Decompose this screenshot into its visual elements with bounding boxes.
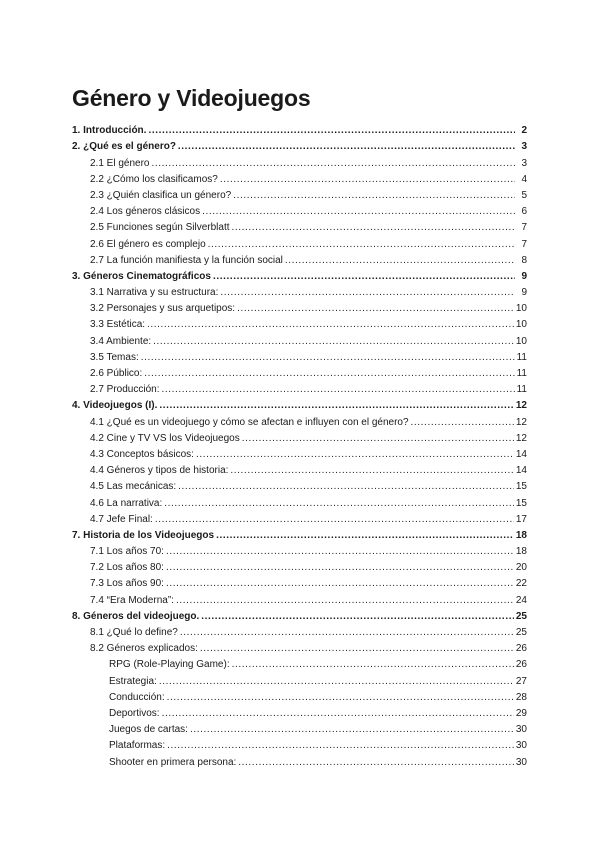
toc-entry-page-number: 7 <box>521 238 527 250</box>
dot-leader <box>411 416 514 429</box>
toc-entry-label: 3.1 Narrativa y su estructura: <box>90 287 219 299</box>
toc-entry[interactable] <box>72 542 527 558</box>
toc-entry-label: 3.3 Estética: <box>90 319 146 331</box>
dot-leader <box>153 335 514 348</box>
toc-entry[interactable] <box>72 251 527 267</box>
dot-leader <box>202 205 515 218</box>
toc-entry[interactable] <box>72 639 527 655</box>
toc-entry-label: Estrategia: <box>109 675 157 687</box>
toc-entry-page-number: 12 <box>515 400 527 412</box>
dot-leader <box>162 383 515 396</box>
toc-entry[interactable] <box>72 623 527 639</box>
toc-entry-label: Deportivos: <box>109 707 160 719</box>
toc-entry[interactable] <box>72 137 527 153</box>
dot-leader <box>167 739 514 752</box>
dot-leader <box>180 626 514 639</box>
toc-entry-page-number: 24 <box>515 594 527 606</box>
toc-entry-label: 1. Introducción. <box>72 125 147 137</box>
dot-leader <box>144 367 514 380</box>
toc-entry-label: 7.1 Los años 70: <box>90 546 164 558</box>
toc-entry-page-number: 15 <box>515 497 527 509</box>
dot-leader <box>166 545 514 558</box>
toc-entry-page-number: 2 <box>521 125 527 137</box>
dot-leader <box>166 561 514 574</box>
toc-entry-page-number: 27 <box>515 675 527 687</box>
dot-leader <box>167 691 514 704</box>
toc-entry[interactable] <box>72 315 527 331</box>
dot-leader <box>201 610 514 623</box>
dot-leader <box>152 157 516 170</box>
toc-entry[interactable] <box>72 704 527 720</box>
dot-leader <box>213 270 515 283</box>
toc-entry-label: 2. ¿Qué es el género? <box>72 141 176 153</box>
toc-entry-label: 2.6 Público: <box>90 368 143 379</box>
toc-entry-page-number: 12 <box>515 432 527 444</box>
toc-entry[interactable] <box>72 688 527 704</box>
toc-entry-page-number: 28 <box>515 691 527 703</box>
dot-leader <box>200 642 514 655</box>
toc-entry[interactable] <box>72 202 527 218</box>
toc-entry-page-number: 30 <box>515 724 527 736</box>
dot-leader <box>148 124 515 137</box>
toc-entry-label: 4.5 Las mecánicas: <box>90 481 177 493</box>
dot-leader <box>176 594 514 607</box>
dot-leader <box>178 480 514 493</box>
toc-entry-page-number: 22 <box>515 578 527 590</box>
toc-entry-page-number: 9 <box>521 270 527 282</box>
toc-entry-page-number: 25 <box>515 627 527 638</box>
toc-entry-label: 4. Videojuegos (I). <box>72 400 158 412</box>
toc-entry-label: 2.2 ¿Cómo los clasificamos? <box>90 173 218 185</box>
toc-entry[interactable] <box>72 186 527 202</box>
dot-leader <box>147 318 514 331</box>
toc-entry-page-number: 17 <box>515 513 527 525</box>
toc-entry-label: 3.4 Ambiente: <box>90 335 152 347</box>
toc-entry-page-number: 9 <box>521 287 527 299</box>
toc-entry-page-number: 30 <box>515 756 527 768</box>
toc-entry[interactable] <box>72 445 527 461</box>
toc-entry-page-number: 8 <box>521 254 527 266</box>
toc-entry[interactable] <box>72 364 527 380</box>
dot-leader <box>166 577 514 590</box>
toc-entry-label: 7.3 Los años 90: <box>90 578 164 590</box>
toc-entry-page-number: 6 <box>521 206 527 218</box>
dot-leader <box>190 723 514 736</box>
toc-entry-label: 4.3 Conceptos básicos: <box>90 448 194 460</box>
toc-entry-label: 4.4 Géneros y tipos de historia: <box>90 465 229 477</box>
toc-entry-page-number: 10 <box>515 335 527 347</box>
toc-entry[interactable] <box>72 607 527 623</box>
toc-entry-label: Conducción: <box>109 691 165 703</box>
toc-entry[interactable] <box>72 234 527 250</box>
dot-leader <box>238 756 514 769</box>
toc-entry-page-number: 14 <box>515 448 527 460</box>
dot-leader <box>233 189 515 202</box>
toc-entry-page-number: 14 <box>515 465 527 477</box>
toc-entry-page-number: 3 <box>521 157 527 169</box>
dot-leader <box>216 529 514 542</box>
dot-leader <box>178 140 515 153</box>
dot-leader <box>162 707 514 720</box>
toc-entry-label: RPG (Role-Playing Game): <box>109 659 230 671</box>
toc-entry[interactable] <box>72 429 527 445</box>
toc-entry[interactable] <box>72 412 527 428</box>
toc-entry-page-number: 18 <box>515 529 527 541</box>
toc-entry-label: 4.7 Jefe Final: <box>90 513 153 525</box>
toc-entry-page-number: 30 <box>515 740 527 752</box>
table-of-contents <box>72 121 527 769</box>
toc-entry[interactable] <box>72 267 527 283</box>
toc-entry-page-number: 26 <box>515 659 527 671</box>
toc-entry[interactable] <box>72 655 527 671</box>
toc-entry-label: 2.3 ¿Quién clasifica un género? <box>90 189 232 201</box>
toc-entry[interactable] <box>72 380 527 396</box>
dot-leader <box>159 399 513 412</box>
toc-entry-page-number: 12 <box>515 416 527 428</box>
dot-leader <box>196 448 514 461</box>
dot-leader <box>232 221 515 234</box>
toc-entry-label: 3.5 Temas: <box>90 351 139 363</box>
dot-leader <box>208 238 515 251</box>
toc-entry[interactable] <box>72 348 527 364</box>
toc-entry-page-number: 25 <box>515 610 527 622</box>
toc-entry-label: 2.6 El género es complejo <box>90 238 206 250</box>
toc-entry-page-number: 5 <box>521 189 527 201</box>
toc-entry-label: 3. Géneros Cinematográficos <box>72 270 211 282</box>
toc-entry-page-number: 20 <box>515 562 527 574</box>
toc-entry[interactable] <box>72 218 527 234</box>
toc-entry-label: Juegos de cartas: <box>109 724 188 736</box>
toc-entry-label: 2.4 Los géneros clásicos <box>90 206 201 218</box>
dot-leader <box>155 513 514 526</box>
toc-entry-label: 2.5 Funciones según Silverblatt <box>90 222 230 234</box>
toc-entry[interactable] <box>72 153 527 169</box>
toc-entry-label: 8. Géneros del videojuego. <box>72 610 200 622</box>
toc-entry-label: 4.1 ¿Qué es un videojuego y cómo se afectan e influyen con el género? <box>90 416 409 428</box>
toc-entry[interactable] <box>72 590 527 606</box>
dot-leader <box>237 302 514 315</box>
toc-entry[interactable] <box>72 752 527 768</box>
dot-leader <box>220 286 515 299</box>
dot-leader <box>242 432 514 445</box>
toc-entry[interactable] <box>72 461 527 477</box>
toc-entry[interactable] <box>72 574 527 590</box>
toc-entry[interactable] <box>72 299 527 315</box>
toc-entry[interactable] <box>72 671 527 687</box>
dot-leader <box>232 658 514 671</box>
toc-entry-page-number: 11 <box>516 368 527 379</box>
toc-entry-label: 8.2 Géneros explicados: <box>90 643 198 655</box>
document-title: Género y Videojuegos <box>72 85 311 111</box>
toc-entry[interactable] <box>72 331 527 347</box>
toc-entry[interactable] <box>72 170 527 186</box>
toc-entry-page-number: 7 <box>521 222 527 234</box>
toc-entry[interactable] <box>72 283 527 299</box>
toc-entry-page-number: 11 <box>516 351 527 363</box>
toc-entry-label: 4.6 La narrativa: <box>90 497 163 509</box>
dot-leader <box>141 351 515 364</box>
toc-entry[interactable] <box>72 121 527 137</box>
toc-entry[interactable] <box>72 558 527 574</box>
dot-leader <box>285 254 515 267</box>
toc-entry[interactable] <box>72 736 527 752</box>
dot-leader <box>164 497 514 510</box>
toc-entry-page-number: 10 <box>515 319 527 331</box>
toc-entry[interactable] <box>72 720 527 736</box>
toc-entry[interactable] <box>72 510 527 526</box>
toc-entry[interactable] <box>72 396 527 412</box>
dot-leader <box>159 675 514 688</box>
toc-entry-label: 7. Historia de los Videojuegos <box>72 529 215 541</box>
toc-entry[interactable] <box>72 526 527 542</box>
toc-entry-label: 2.1 El género <box>90 157 150 169</box>
toc-entry-page-number: 11 <box>516 384 527 396</box>
toc-entry-label: 8.1 ¿Qué lo define? <box>90 627 178 638</box>
dot-leader <box>230 464 513 477</box>
toc-entry-page-number: 18 <box>515 546 527 558</box>
toc-entry-label: Plataformas: <box>109 740 166 752</box>
toc-entry-page-number: 10 <box>515 303 527 315</box>
toc-entry-label: 4.2 Cine y TV VS los Videojuegos <box>90 432 240 444</box>
toc-entry[interactable] <box>72 493 527 509</box>
toc-entry-page-number: 3 <box>521 141 527 153</box>
toc-entry-page-number: 15 <box>515 481 527 493</box>
toc-entry-label: 7.2 Los años 80: <box>90 562 164 574</box>
toc-entry-label: 2.7 Producción: <box>90 384 160 396</box>
toc-entry-label: 3.2 Personajes y sus arquetipos: <box>90 303 236 315</box>
toc-entry-label: 2.7 La función manifiesta y la función social <box>90 254 283 266</box>
toc-entry-page-number: 26 <box>515 643 527 655</box>
toc-entry-label: 7.4 “Era Moderna”: <box>90 594 174 606</box>
dot-leader <box>220 173 515 186</box>
toc-entry-label: Shooter en primera persona: <box>109 756 237 768</box>
toc-entry-page-number: 4 <box>521 173 527 185</box>
toc-entry-page-number: 29 <box>515 707 527 719</box>
toc-entry[interactable] <box>72 477 527 493</box>
